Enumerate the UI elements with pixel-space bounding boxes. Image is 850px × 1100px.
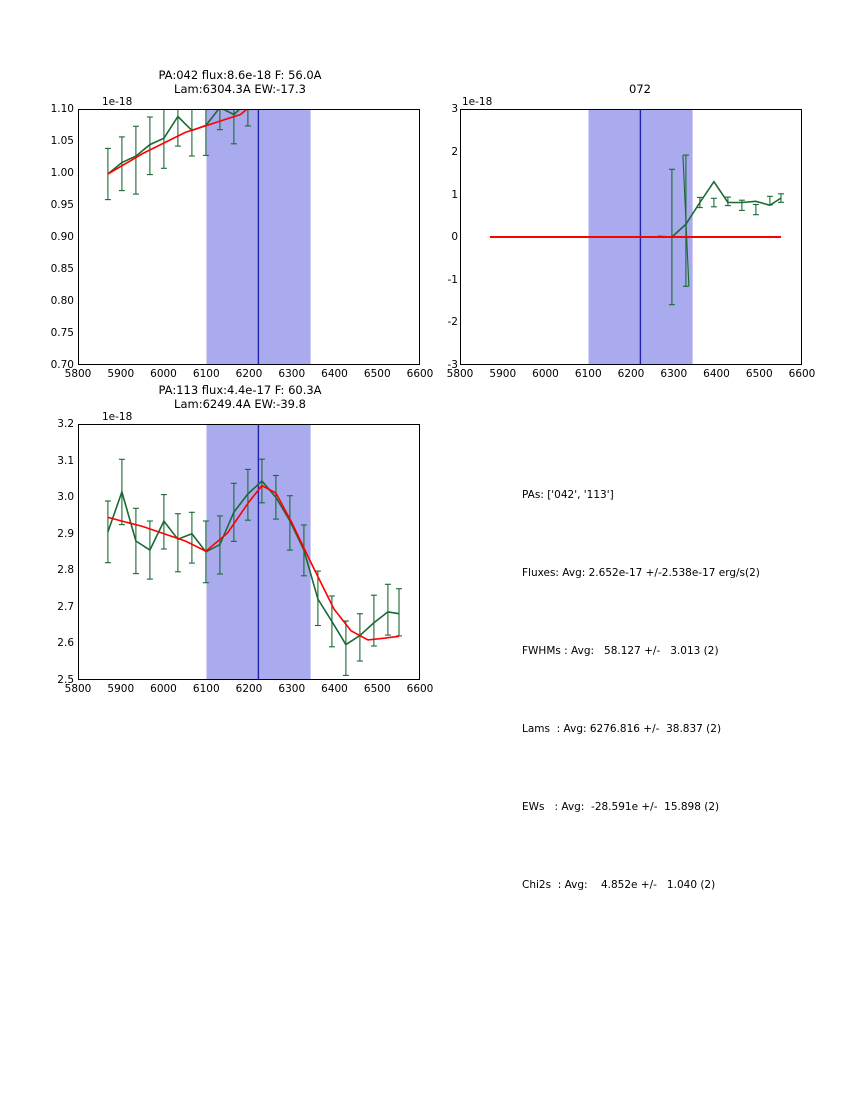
ytick-label: 1 [451, 189, 458, 201]
ytick-label: 2 [451, 146, 458, 158]
stats-line-pas: PAs: ['042', '113'] [522, 489, 614, 501]
xtick-label: 6200 [235, 368, 263, 380]
ytick-label: 0.95 [50, 199, 74, 211]
xtick-label: 6300 [278, 683, 306, 695]
xtick-label: 6000 [150, 683, 177, 695]
xtick-label: 6600 [406, 368, 434, 380]
panel-pa-042-title-line1: PA:042 flux:8.6e-18 F: 56.0A [158, 68, 322, 82]
ytick-label: 2.8 [57, 564, 74, 576]
panel-pa-113 [40, 383, 440, 703]
panel-072-plot-area [461, 110, 801, 364]
ytick-label: 0.70 [50, 359, 74, 371]
xtick-label: 6200 [617, 368, 645, 380]
xtick-label: 5800 [64, 368, 92, 380]
xtick-label: 6500 [745, 368, 773, 380]
xtick-label: 6400 [321, 368, 348, 380]
ytick-label: 2.7 [57, 601, 74, 613]
ytick-label: 3.2 [57, 418, 74, 430]
xtick-label: 5800 [64, 683, 92, 695]
xtick-label: 5800 [446, 368, 474, 380]
panel-pa-113-plot-area [79, 425, 419, 679]
ytick-label: 2.6 [57, 637, 74, 649]
ytick-label: 0.80 [50, 295, 74, 307]
ytick-label: -1 [447, 274, 458, 286]
stats-line-fwhms: FWHMs : Avg: 58.127 +/- 3.013 (2) [522, 645, 719, 657]
xtick-label: 5900 [107, 683, 135, 695]
xtick-label: 6500 [363, 368, 391, 380]
xtick-label: 6300 [278, 368, 306, 380]
ytick-label: 3.0 [57, 491, 74, 503]
panel-pa-113-title-line2: Lam:6249.4A EW:-39.8 [174, 397, 306, 411]
ytick-label: 3.1 [57, 455, 74, 467]
stats-line-chi2s: Chi2s : Avg: 4.852e +/- 1.040 (2) [522, 879, 716, 891]
xtick-label: 6000 [150, 368, 177, 380]
xtick-label: 6400 [321, 683, 348, 695]
ytick-label: 2.9 [57, 528, 74, 540]
summary-stats [522, 430, 842, 950]
panel-pa-042-axes[interactable] [78, 109, 420, 365]
stats-line-fluxes: Fluxes: Avg: 2.652e-17 +/-2.538e-17 erg/s(2) [522, 567, 760, 579]
ytick-label: 0.90 [50, 231, 74, 243]
panel-pa-113-axes[interactable] [78, 424, 420, 680]
ytick-label: 0.75 [50, 327, 74, 339]
xtick-label: 5900 [489, 368, 517, 380]
xtick-label: 6400 [703, 368, 730, 380]
xtick-label: 6100 [192, 368, 220, 380]
xtick-label: 6600 [788, 368, 816, 380]
panel-072-axes[interactable] [460, 109, 802, 365]
ytick-label: 1.10 [50, 103, 74, 115]
xtick-label: 6300 [660, 368, 688, 380]
stats-line-ews: EWs : Avg: -28.591e +/- 15.898 (2) [522, 801, 720, 813]
panel-072-exponent-label: 1e-18 [462, 96, 493, 108]
panel-pa-113-exponent-label: 1e-18 [102, 411, 133, 423]
ytick-label: 1.00 [50, 167, 74, 179]
xtick-label: 6100 [574, 368, 602, 380]
ytick-label: 1.05 [50, 135, 74, 147]
panel-pa-042-exponent-label: 1e-18 [102, 96, 133, 108]
panel-pa-042-plot-area [79, 110, 419, 364]
panel-pa-042 [40, 68, 440, 388]
xtick-label: 6000 [532, 368, 559, 380]
panel-pa-042-title-line2: Lam:6304.3A EW:-17.3 [174, 82, 306, 96]
errorbars [669, 155, 784, 305]
panel-072-title: 072 [629, 82, 651, 96]
ytick-label: 2.5 [57, 674, 74, 686]
stats-line-lams: Lams : Avg: 6276.816 +/- 38.837 (2) [522, 723, 722, 735]
panel-pa-113-title-line1: PA:113 flux:4.4e-17 F: 60.3A [158, 383, 322, 397]
ytick-label: -2 [447, 316, 458, 328]
xtick-label: 6100 [192, 683, 220, 695]
panel-072 [440, 68, 840, 388]
ytick-label: 3 [451, 103, 458, 115]
xtick-label: 6600 [406, 683, 434, 695]
xtick-label: 6500 [363, 683, 391, 695]
ytick-label: -3 [447, 359, 458, 371]
xtick-label: 6200 [235, 683, 263, 695]
ytick-label: 0 [451, 231, 458, 243]
xtick-label: 5900 [107, 368, 135, 380]
ytick-label: 0.85 [50, 263, 74, 275]
